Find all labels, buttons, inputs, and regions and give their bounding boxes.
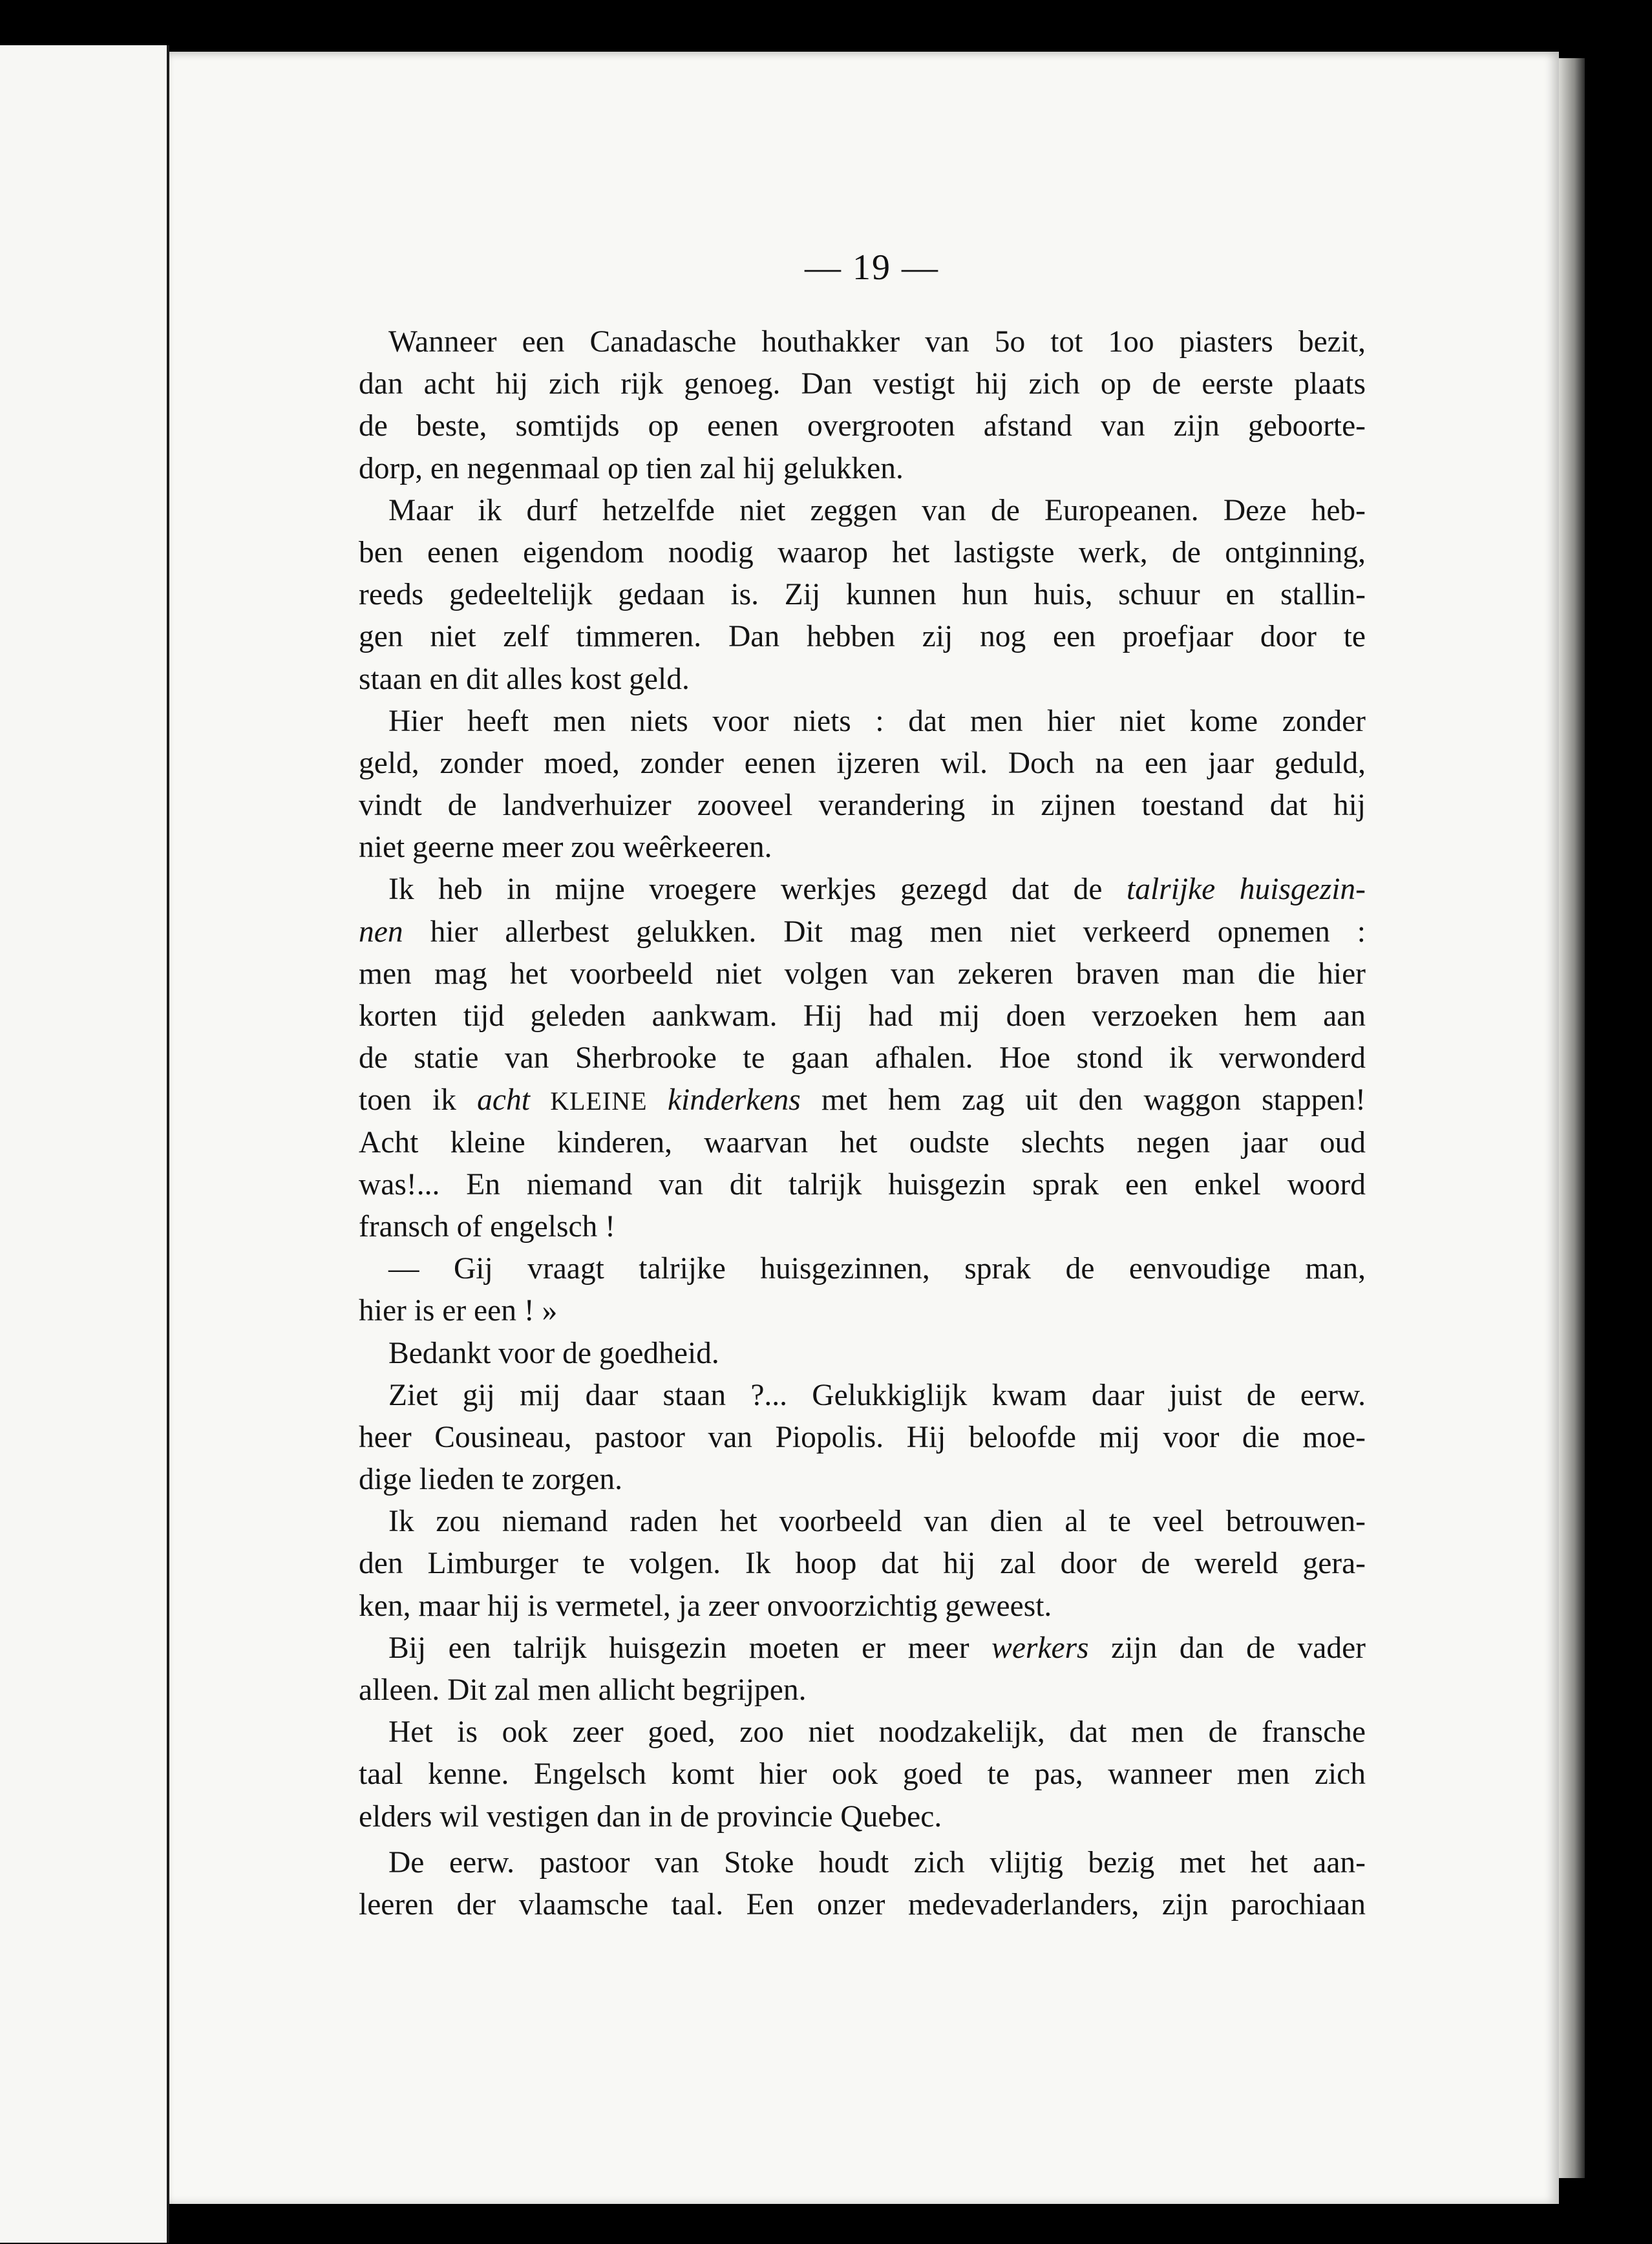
text-line: gen niet zelf timmeren. Dan hebben zij nog een proefjaar door te [359,620,1366,654]
text-line: reeds gedeeltelijk gedaan is. Zij kunnen hun huis, schuur en stallin- [359,578,1366,612]
text-line: de beste, somtijds op eenen overgrooten afstand van zijn geboorte- [359,409,1366,443]
text-run: toen ik [359,1083,478,1117]
text-line: de statie van Sherbrooke te gaan afhalen. Hoe stond ik verwonderd [359,1041,1366,1075]
small-caps-run: KLEINE [529,1086,668,1116]
text-line: niet geerne meer zou weêrkeeren. [359,831,772,865]
text-line: dige lieden te zorgen. [359,1463,622,1497]
text-run: Ik heb in mijne vroegere werkjes gezegd dat de [388,873,1127,907]
page-number: — 19 — [805,248,939,288]
text-line: — Gij vraagt talrijke huisgezinnen, sprak de eenvoudige man, [388,1252,1366,1286]
italic-run: nen [359,915,403,949]
text-line: vindt de landverhuizer zooveel verandering in zijnen toestand dat hij [359,789,1366,823]
text-line: was!... En niemand van dit talrijk huisgezin sprak een enkel woord [359,1167,1366,1201]
text-line: men mag het voorbeeld niet volgen van zekeren braven man die hier [359,957,1366,991]
text-line: Acht kleine kinderen, waarvan het oudste slechts negen jaar oud [359,1125,1366,1159]
previous-page-edge [0,45,169,2243]
text-run: Bij een talrijk huisgezin moeten er meer [388,1631,992,1665]
text-run: hier allerbest gelukken. Dit mag men niet verkeerd opnemen : [403,915,1366,949]
italic-run: talrijke huisgezin- [1127,873,1366,907]
italic-run: acht [477,1083,530,1117]
text-line: Ziet gij mij daar staan ?... Gelukkiglijk kwam daar juist de eerw. [388,1378,1366,1412]
text-line [359,1627,1366,1669]
text-line: den Limburger te volgen. Ik hoop dat hij zal door de wereld gera- [359,1547,1366,1581]
text-line: geld, zonder moed, zonder eenen ijzeren wil. Doch na een jaar geduld, [359,746,1366,780]
body-text [359,321,1366,1926]
page-edge-shadow [1559,58,1585,2178]
text-run: zijn dan de vader [1088,1631,1366,1665]
text-line: dorp, en negenmaal op tien zal hij gelukken. [359,451,904,485]
text-line: De eerw. pastoor van Stoke houdt zich vlijtig bezig met het aan- [388,1845,1366,1879]
text-line: ken, maar hij is vermetel, ja zeer onvoorzichtig geweest. [359,1589,1052,1623]
text-line [359,911,1366,953]
text-line: Wanneer een Canadasche houthakker van 5o tot 1oo piasters bezit, [388,325,1366,359]
text-line: taal kenne. Engelsch komt hier ook goed te pas, wanneer men zich [359,1757,1366,1792]
text-line: alleen. Dit zal men allicht begrijpen. [359,1673,807,1707]
italic-run: kinderkens [667,1083,801,1117]
text-line [359,1079,1366,1121]
text-line: staan en dit alles kost geld. [359,662,690,696]
text-line: fransch of engelsch ! [359,1209,615,1244]
text-run: met hem zag uit den waggon stappen! [800,1083,1366,1117]
text-line [359,869,1366,911]
italic-run: werkers [991,1631,1089,1665]
text-line: Ik zou niemand raden het voorbeeld van dien al te veel betrouwen- [388,1505,1366,1539]
text-line: Bedankt voor de goedheid. [388,1336,719,1370]
text-line: Hier heeft men niets voor niets : dat men hier niet kome zonder [388,704,1366,738]
text-line: korten tijd geleden aankwam. Hij had mij doen verzoeken hem aan [359,999,1366,1033]
text-line: dan acht hij zich rijk genoeg. Dan vestigt hij zich op de eerste plaats [359,367,1366,401]
text-line: Maar ik durf hetzelfde niet zeggen van de Europeanen. Deze heb- [388,493,1366,527]
text-line: heer Cousineau, pastoor van Piopolis. Hij beloofde mij voor die moe- [359,1420,1366,1454]
text-line: elders wil vestigen dan in de provincie Quebec. [359,1799,942,1834]
text-line: leeren der vlaamsche taal. Een onzer medevaderlanders, zijn parochiaan [359,1887,1366,1921]
text-line: ben eenen eigendom noodig waarop het lastigste werk, de ontginning, [359,535,1366,569]
text-line: hier is er een ! » [359,1294,558,1328]
text-line: Het is ook zeer goed, zoo niet noodzakelijk, dat men de fransche [388,1715,1366,1750]
